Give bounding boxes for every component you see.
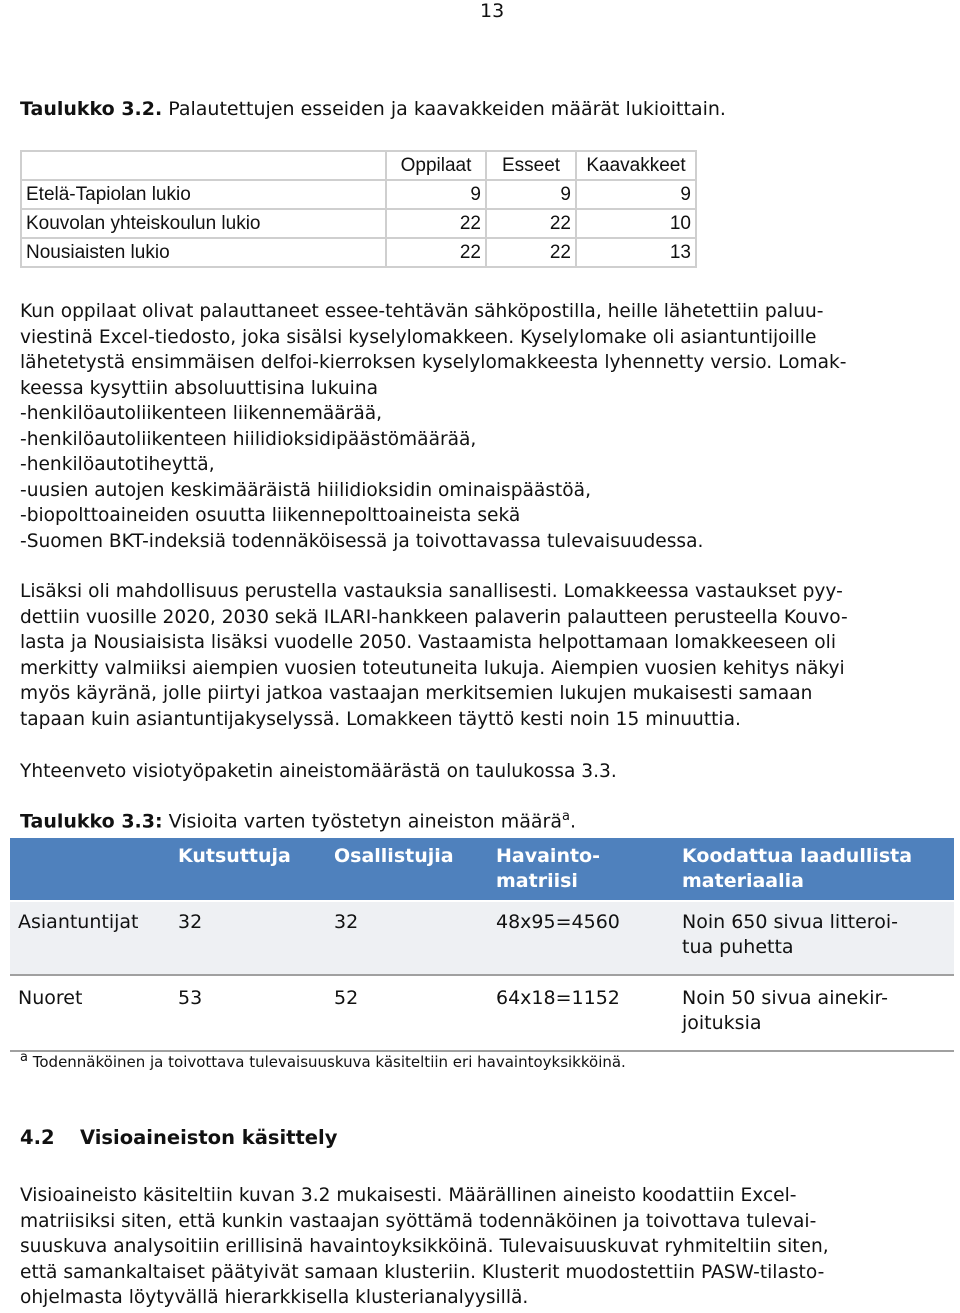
- cell: 10: [576, 209, 696, 238]
- row-name: Etelä-Tapiolan lukio: [21, 180, 386, 209]
- text-line: Visioaineisto käsiteltiin kuvan 3.2 mukaisesti. Määrällinen aineisto koodattiin Excel-: [20, 1185, 797, 1206]
- text-line: tapaan kuin asiantuntijakyselyssä. Lomakkeen täyttö kesti noin 15 minuuttia.: [20, 708, 741, 730]
- section-title: Visioaineiston käsittely: [80, 1126, 338, 1149]
- table-3-3: [10, 838, 954, 1052]
- cell: 64x18=1152: [488, 975, 674, 1051]
- text-line: -Suomen BKT-indeksiä todennäköisessä ja toivottavassa tulevaisuudessa.: [20, 530, 704, 552]
- column-header: Koodattua laadullista materiaalia: [674, 838, 954, 901]
- text-line: lasta ja Nousiaisista lisäksi vuodelle 2050. Vastaamista helpottamaan lomakkeeseen oli: [20, 632, 837, 653]
- section-number: 4.2: [20, 1126, 55, 1149]
- column-header: Kutsuttuja: [170, 838, 326, 901]
- text-line: merkitty valmiiksi aiempien vuosien toteutuneita lukuja. Aiempien vuosien kehitys näkyi: [20, 657, 845, 679]
- cell: 32: [326, 901, 488, 975]
- text-line: Yhteenveto visiotyöpaketin aineistomäärästä on taulukossa 3.3.: [20, 761, 617, 782]
- footnote-mark: a: [20, 1050, 28, 1065]
- column-header: Esseet: [486, 151, 576, 180]
- paragraph-3: [20, 759, 955, 785]
- text-line: myös käyränä, jolle piirtyi jatkoa vastaajan merkitsemien lukujen mukaisesti samaan: [20, 683, 813, 704]
- text-line: keessa kysyttiin absoluuttisina lukuina: [20, 377, 379, 399]
- table-title: Palautettujen esseiden ja kaavakkeiden määrät lukioittain.: [168, 98, 726, 120]
- paragraph-2: [20, 579, 955, 732]
- paragraph-1: [20, 299, 955, 554]
- cell: Nuoret: [10, 975, 170, 1051]
- cell: 9: [576, 180, 696, 209]
- cell: 22: [486, 209, 576, 238]
- table-header-empty: [21, 151, 386, 180]
- row-name: Nousiaisten lukio: [21, 238, 386, 267]
- table-3-2: [20, 150, 697, 268]
- table-caption-3-2: [20, 98, 726, 120]
- cell: 9: [486, 180, 576, 209]
- text-line: -biopolttoaineiden osuutta liikennepolttoaineista sekä: [20, 505, 521, 526]
- text-line: matriisiksi siten, että kunkin vastaajan syöttämä todennäköinen ja toivottava tulevai-: [20, 1210, 817, 1232]
- text-line: Kun oppilaat olivat palauttaneet essee-tehtävän sähköpostilla, heille lähetettiin paluu-: [20, 301, 824, 322]
- table-label: Taulukko 3.2.: [20, 98, 163, 120]
- cell: 13: [576, 238, 696, 267]
- text-line: lähetetystä ensimmäisen delfoi-kierroksen kyselylomakkeesta lyhennetty versio. Lomak-: [20, 352, 847, 373]
- cell: 48x95=4560: [488, 901, 674, 975]
- cell: 9: [386, 180, 486, 209]
- cell: 22: [386, 209, 486, 238]
- cell: 32: [170, 901, 326, 975]
- table-title-end: .: [569, 810, 577, 833]
- text-line: ohjelmasta löytyvällä hierarkkisella klusterianalyysillä.: [20, 1287, 529, 1308]
- text-line: -henkilöautoliikenteen liikennemäärää,: [20, 403, 383, 424]
- table-caption-3-3: [20, 809, 576, 832]
- page-number: 13: [480, 0, 505, 22]
- column-header: Osallistujia: [326, 838, 488, 901]
- table-header-row: [21, 151, 696, 180]
- table-row: [21, 238, 696, 267]
- cell: 22: [486, 238, 576, 267]
- cell: 22: [386, 238, 486, 267]
- section-heading: [20, 1126, 337, 1149]
- table-row: [10, 975, 954, 1051]
- column-header: Oppilaat: [386, 151, 486, 180]
- cell: Noin 650 sivua litteroi- tua puhetta: [674, 901, 954, 975]
- text-line: suuskuva analysoitiin erillisinä havaintoyksikköinä. Tulevaisuuskuvat ryhmiteltiin siten,: [20, 1236, 829, 1257]
- text-line: -uusien autojen keskimääräistä hiilidioksidin ominaispäästöä,: [20, 479, 591, 501]
- table-header-row: [10, 838, 954, 901]
- table-row: [21, 180, 696, 209]
- cell: Asiantuntijat: [10, 901, 170, 975]
- cell: Noin 50 sivua ainekir- joituksia: [674, 975, 954, 1051]
- table-label: Taulukko 3.3:: [20, 810, 163, 833]
- column-header: [10, 838, 170, 901]
- paragraph-4: [20, 1183, 955, 1311]
- footnote-ref: a: [562, 809, 570, 824]
- table-footnote: [20, 1050, 626, 1071]
- column-header: Kaavakkeet: [576, 151, 696, 180]
- text-line: viestinä Excel-tiedosto, joka sisälsi kyselylomakkeen. Kyselylomake oli asiantuntijoille: [20, 326, 817, 348]
- text-line: Lisäksi oli mahdollisuus perustella vastauksia sanallisesti. Lomakkeessa vastaukset pyy-: [20, 581, 843, 602]
- text-line: -henkilöautotiheyttä,: [20, 454, 215, 475]
- cell: 53: [170, 975, 326, 1051]
- cell: 52: [326, 975, 488, 1051]
- table-title: Visioita varten työstetyn aineiston määrä: [168, 810, 562, 833]
- table-row: [21, 209, 696, 238]
- row-name: Kouvolan yhteiskoulun lukio: [21, 209, 386, 238]
- text-line: että samankaltaiset päätyivät samaan klusteriin. Klusterit muodostettiin PASW-tilasto-: [20, 1261, 825, 1283]
- text-line: dettiin vuosille 2020, 2030 sekä ILARI-hankkeen palaverin palautteen perusteella Kouvo-: [20, 606, 848, 628]
- footnote-text: Todennäköinen ja toivottava tulevaisuuskuva käsiteltiin eri havaintoyksikköinä.: [32, 1053, 626, 1071]
- text-line: -henkilöautoliikenteen hiilidioksidipäästömäärää,: [20, 428, 477, 450]
- column-header: Havainto- matriisi: [488, 838, 674, 901]
- table-row: [10, 901, 954, 975]
